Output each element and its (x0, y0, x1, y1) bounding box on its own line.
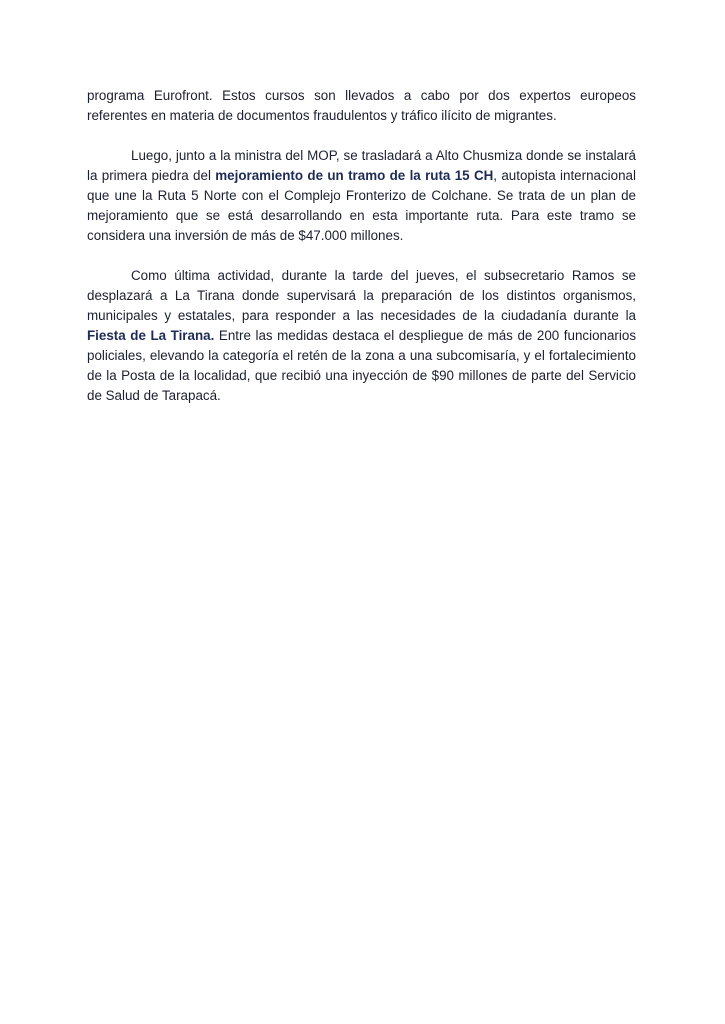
paragraph-la-tirana-before: Como última actividad, durante la tarde del jueves, el subsecretario Ramos se desplazará a La Tirana donde supervisará la preparación de los distintos organismos, municipales y estatales, para responder a las necesidades de la ciudadanía durante la (87, 268, 636, 323)
paragraph-eurofront-text: programa Eurofront. Estos cursos son llevados a cabo por dos expertos europeos referentes en materia de documentos fraudulentos y tráfico ilícito de migrantes. (87, 88, 636, 123)
paragraph-ruta-15-ch-before: Luego, junto a la ministra del MOP, se trasladará a Alto Chusmiza donde se instalará la primera piedra del (87, 148, 636, 183)
paragraph-la-tirana (87, 266, 636, 406)
paragraph-eurofront (87, 86, 636, 126)
document-body (87, 86, 636, 426)
highlight-ruta-15-ch: mejoramiento de un tramo de la ruta 15 CH (215, 168, 494, 183)
paragraph-ruta-15-ch (87, 146, 636, 246)
paragraph-la-tirana-after: Entre las medidas destaca el despliegue de más de 200 funcionarios policiales, elevando la categoría el retén de la zona a una subcomisaría, y el fortalecimiento de la Posta de la localidad, que recibió una inyección de $90 millones de parte del Servicio de Salud de Tarapacá. (87, 328, 637, 403)
highlight-fiesta-la-tirana: Fiesta de La Tirana. (87, 328, 215, 343)
paragraph-ruta-15-ch-after: , autopista internacional que une la Ruta 5 Norte con el Complejo Fronterizo de Colchane. Se trata de un plan de mejoramiento que se está desarrollando en esta importante ruta. Para este tramo se considera una inversión de más de $47.000 millones. (87, 168, 636, 243)
